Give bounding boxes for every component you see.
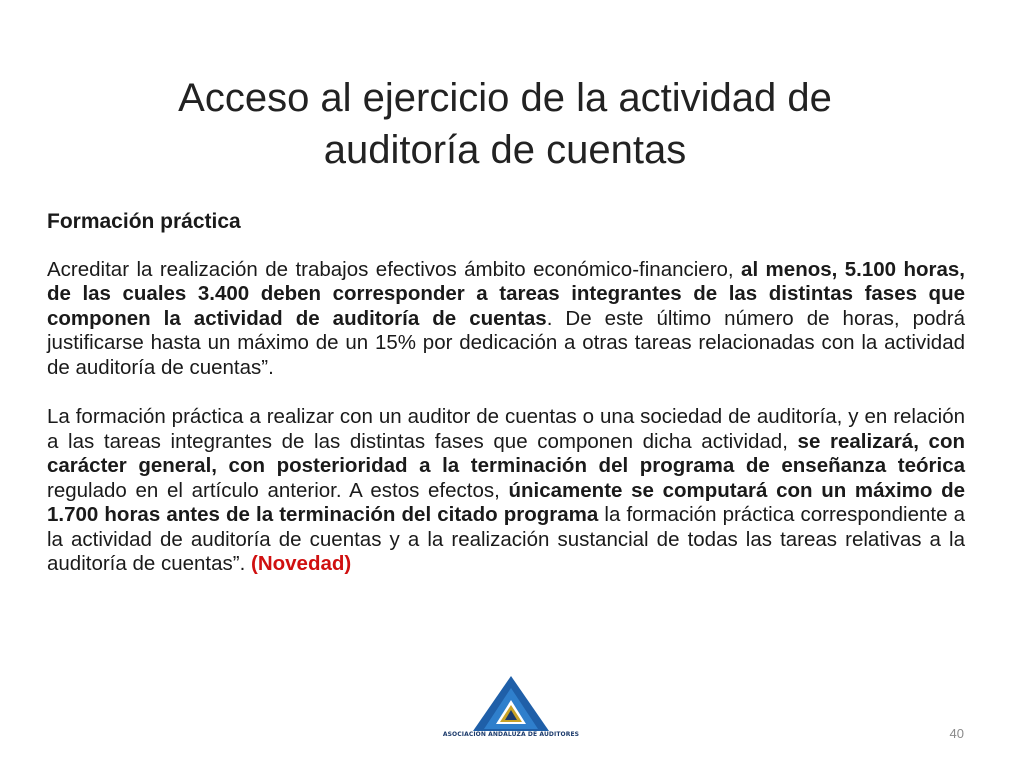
p1-text-1: Acreditar la realización de trabajos efectivos ámbito económico-financiero,: [47, 257, 742, 281]
page-number: 40: [949, 726, 964, 741]
logo-text: ASOCIACION ANDALUZA DE AUDITORES: [442, 731, 580, 738]
p1-text-2: . De este último número de horas, podrá justificarse hasta un máximo de un 15% por dedicación a otras tareas relacionadas con la actividad de auditoría de cuentas”.: [47, 306, 965, 379]
paragraph-2: [47, 405, 965, 577]
p2-text-3: la formación práctica correspondiente a la actividad de auditoría de cuentas y a la realización sustancial de todas las tareas relativas a la auditoría de cuentas”.: [47, 503, 965, 575]
p2-bold-1: se realizará, con carácter general, con posterioridad a la terminación del programa de enseñanza teórica: [47, 429, 965, 477]
p2-bold-2: únicamente se computará con un máximo de 1.700 horas antes de la terminación del citado programa: [47, 478, 966, 526]
title-line-2: auditoría de cuentas: [323, 128, 687, 172]
slide-title: [100, 72, 910, 176]
p2-text-2: regulado en el artículo anterior. A estos efectos,: [47, 478, 509, 502]
slide-content: [47, 210, 965, 602]
association-logo: [438, 674, 584, 744]
paragraph-1: [47, 258, 965, 381]
triangle-logo-icon: [438, 674, 584, 732]
novedad-highlight: (Novedad): [251, 552, 352, 575]
section-subtitle: Formación práctica: [47, 210, 241, 233]
title-line-1: Acceso al ejercicio de la actividad de: [178, 76, 832, 120]
p2-text-1: La formación práctica a realizar con un auditor de cuentas o una sociedad de auditoría, y en relación a las tareas integrantes de las distintas fases que componen dicha actividad,: [47, 405, 965, 453]
p1-bold-1: al menos, 5.100 horas, de las cuales 3.400 deben corresponder a tareas integrantes de las distintas fases que componen la actividad de auditoría de cuentas: [47, 257, 965, 330]
